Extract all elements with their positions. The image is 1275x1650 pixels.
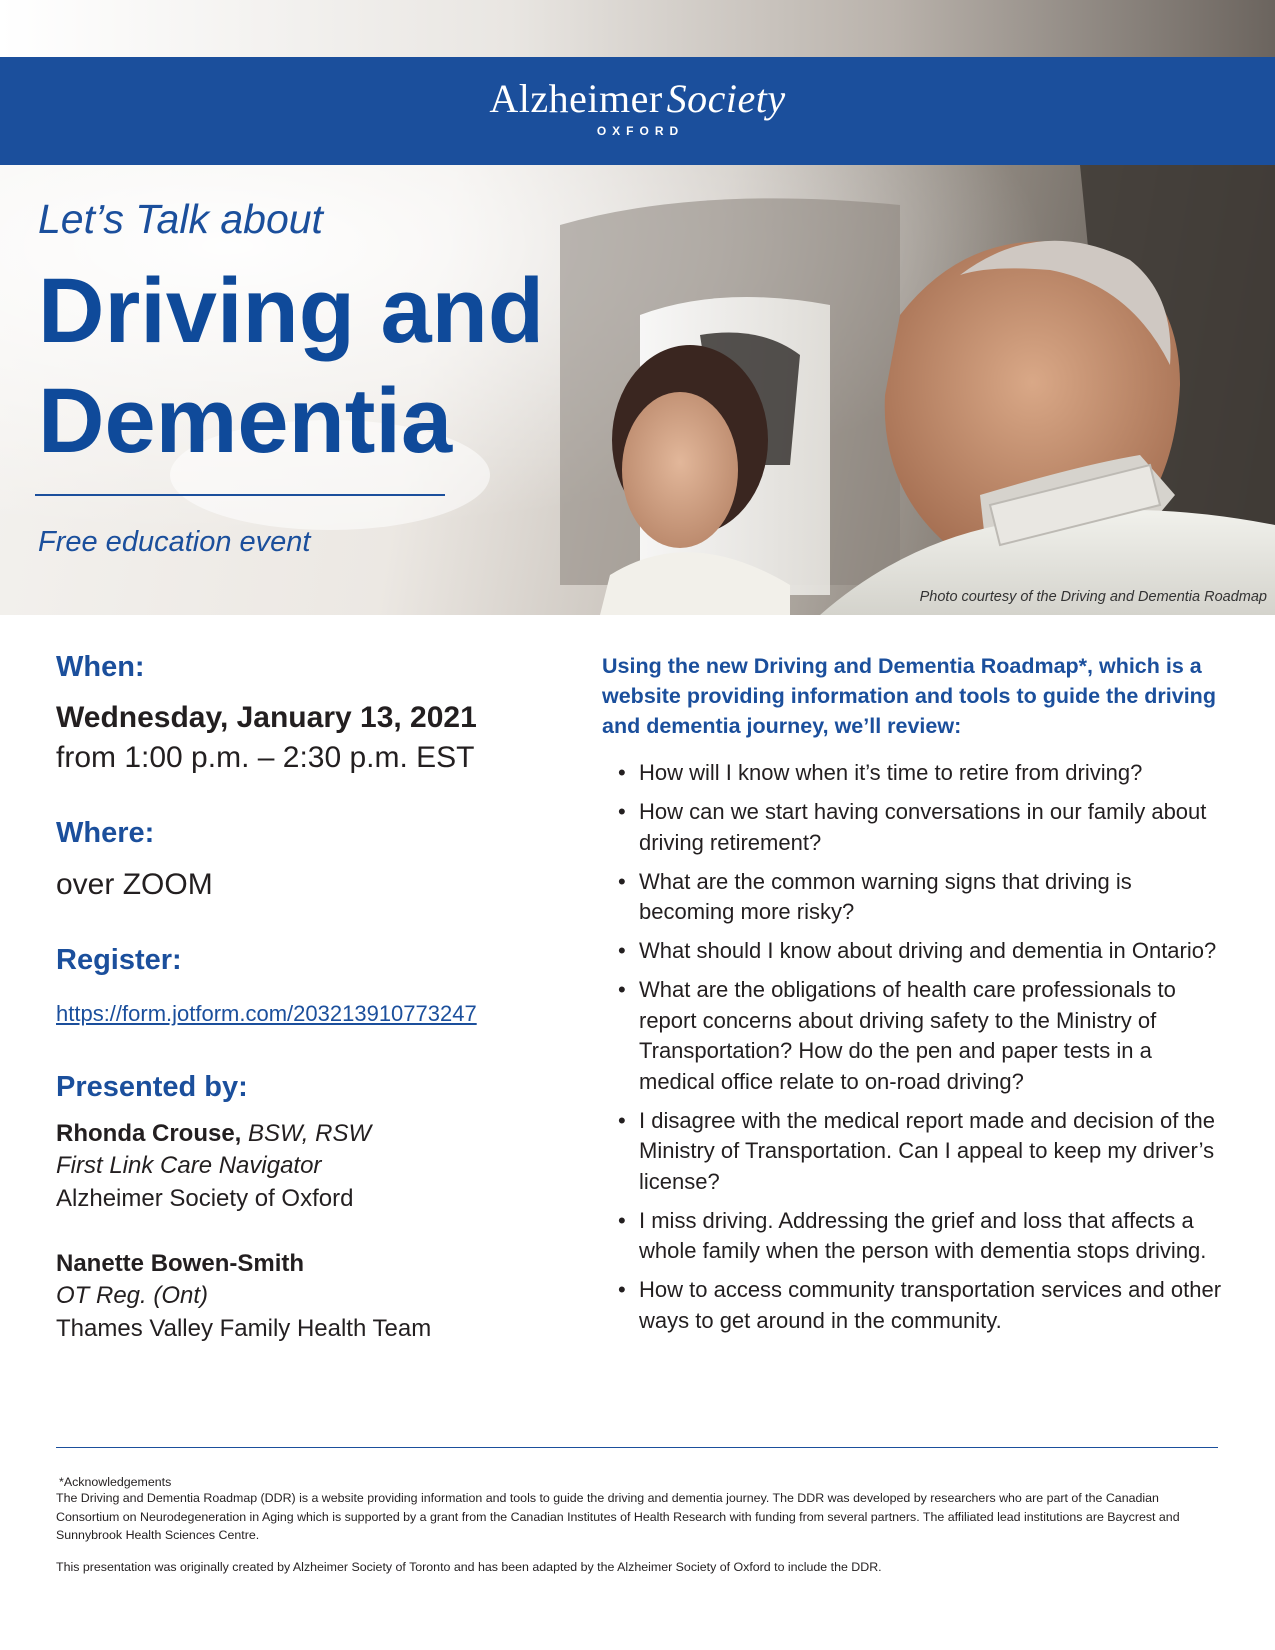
header-banner — [0, 57, 1275, 165]
list-item-text: I disagree with the medical report made and decision of the Ministry of Transportation. Can I appeal to keep my driver’s license? — [639, 1107, 1215, 1194]
event-time: from 1:00 p.m. – 2:30 p.m. EST — [56, 741, 475, 774]
presenter-1-name — [56, 1120, 371, 1148]
logo-region: OXFORD — [596, 124, 685, 138]
presenter-2-name: Nanette Bowen-Smith — [56, 1250, 305, 1277]
list-item-text: I miss driving. Addressing the grief and loss that affects a whole family when the person with dementia stops driving. — [639, 1207, 1207, 1263]
title-divider — [35, 494, 445, 496]
acknowledgements-heading: *Acknowledgements — [59, 1475, 172, 1489]
hero-section — [0, 0, 1275, 615]
list-item — [618, 867, 1226, 928]
presenter-2-role: OT Reg. (Ont) — [56, 1282, 209, 1309]
list-item — [618, 1275, 1226, 1336]
list-item — [618, 758, 1226, 789]
list-item — [618, 797, 1226, 858]
presented-by-heading: Presented by: — [56, 1071, 248, 1103]
bullet-icon: • — [618, 938, 626, 963]
list-item-text: How will I know when it’s time to retire from driving? — [639, 760, 1143, 785]
review-intro: Using the new Driving and Dementia Roadmap*, which is a website providing information and tools to guide the driving and dementia journey, we’ll review: — [602, 654, 1216, 738]
list-item-text: What are the obligations of health care professionals to report concerns about driving safety to the Ministry of Transportation? How do the pen and paper tests in a medical office relate to on-road driving? — [639, 977, 1176, 1094]
page-title-line1: Driving and — [38, 260, 545, 362]
presenter-1-org: Alzheimer Society of Oxford — [56, 1185, 354, 1212]
list-item-text: How can we start having conversations in our family about driving retirement? — [639, 799, 1207, 855]
bullet-icon: • — [618, 1277, 626, 1302]
list-item-text: What are the common warning signs that driving is becoming more risky? — [639, 868, 1132, 924]
logo-wordmark: Alzheimer — [489, 76, 663, 121]
list-item — [618, 936, 1226, 967]
bullet-icon: • — [618, 1107, 626, 1133]
review-topics-list — [618, 758, 1226, 1345]
bullet-icon: • — [618, 799, 626, 824]
registration-link[interactable]: https://form.jotform.com/203213910773247 — [56, 1001, 477, 1026]
event-date: Wednesday, January 13, 2021 — [56, 701, 477, 734]
hero-photo-top — [0, 0, 1275, 57]
presenter-1-role: First Link Care Navigator — [56, 1152, 322, 1179]
list-item — [618, 1106, 1226, 1198]
photo-credit: Photo courtesy of the Driving and Dementia Roadmap — [919, 589, 1267, 605]
logo-wordmark-italic: Society — [666, 76, 786, 121]
list-item — [618, 975, 1226, 1097]
list-item-text: What should I know about driving and dementia in Ontario? — [639, 938, 1217, 963]
when-heading: When: — [56, 651, 145, 683]
acknowledgements-text: The Driving and Dementia Roadmap (DDR) is a website providing information and tools to guide the driving and dementia journey. The DDR was developed by researchers who are part of the Canadian Consortium on Neurodegeneration in Aging which is supported by a grant from the Canadian Institutes of Health Research with funding from several partners. The affiliated lead institutions are Baycrest and Sunnybrook Health Sciences Centre. — [56, 1491, 1180, 1542]
where-heading: Where: — [56, 817, 155, 849]
list-item — [618, 1206, 1226, 1267]
presenter-1-name-text: Rhonda Crouse, — [56, 1120, 242, 1147]
bullet-icon: • — [618, 977, 626, 1002]
alzheimer-society-logo[interactable] — [0, 75, 1275, 138]
event-type: Free education event — [38, 526, 311, 558]
adaptation-note: This presentation was originally created by Alzheimer Society of Toronto and has been adapted by the Alzheimer Society of Oxford to include the DDR. — [56, 1560, 882, 1574]
bullet-icon: • — [618, 1207, 626, 1233]
presenter-2-org: Thames Valley Family Health Team — [56, 1315, 432, 1342]
register-heading: Register: — [56, 944, 182, 976]
bullet-icon: • — [618, 868, 626, 894]
title-kicker: Let’s Talk about — [38, 196, 323, 242]
list-item-text: How to access community transportation services and other ways to get around in the community. — [639, 1277, 1222, 1333]
event-location: over ZOOM — [56, 868, 213, 901]
bullet-icon: • — [618, 760, 626, 785]
footer-divider — [56, 1447, 1218, 1448]
presenter-1-credentials: BSW, RSW — [241, 1120, 372, 1147]
page-title — [38, 256, 678, 476]
page-title-line2: Dementia — [38, 370, 453, 472]
